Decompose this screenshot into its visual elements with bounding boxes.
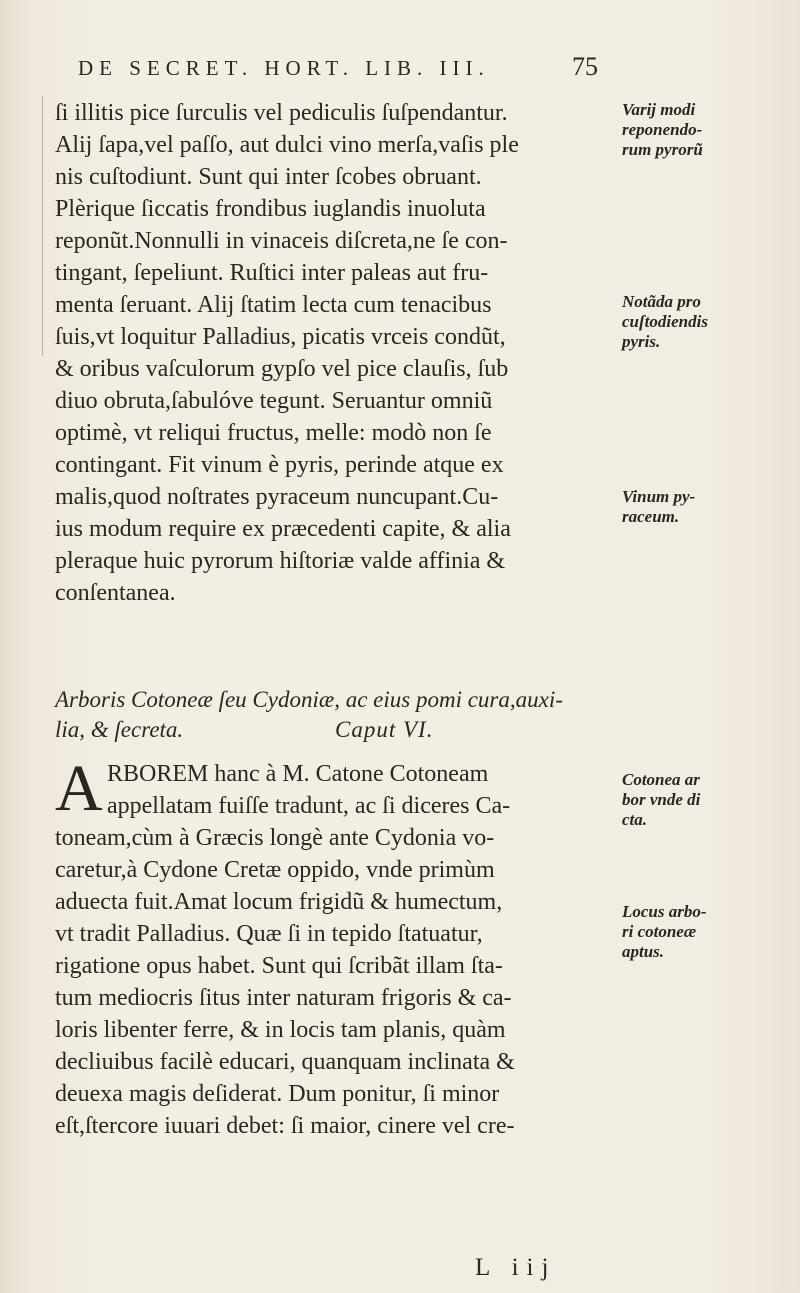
chapter-title-line-2-text: lia, & ſecreta. — [55, 717, 184, 742]
text-line: tingant, ſepeliunt. Ruſtici inter paleas aut fru- — [55, 260, 489, 286]
text-line: optimè, vt reliqui fructus, melle: modò non ſe — [55, 420, 492, 446]
text-line: Alij ſapa,vel paſſo, aut dulci vino merſa,vaſis ple — [55, 132, 519, 158]
text-line: RBOREM hanc à M. Catone Cotoneam — [107, 761, 489, 787]
margin-note-line: rum pyrorũ — [622, 140, 703, 159]
text-line: deuexa magis deſiderat. Dum ponitur, ſi minor — [55, 1081, 500, 1107]
text-line: ſuis,vt loquitur Palladius, picatis vrceis condũt, — [55, 324, 506, 350]
text-line: decliuibus facilè educari, quanquam inclinata & — [55, 1049, 515, 1075]
margin-note-1 — [622, 100, 782, 160]
margin-note-line: Varij modi — [622, 100, 696, 119]
text-line: pleraque huic pyrorum hiſtoriæ valde affinia & — [55, 548, 506, 574]
margin-note-line: raceum. — [622, 507, 680, 526]
body-text-block-1 — [55, 97, 615, 609]
text-line: nis cuſtodiunt. Sunt qui inter ſcobes obruant. — [55, 164, 482, 190]
running-title: DE SECRET. HORT. LIB. III. — [78, 56, 490, 80]
margin-note-line: cuſtodiendis — [622, 312, 708, 331]
text-line: malis,quod noſtrates pyraceum nuncupant.Cu- — [55, 484, 499, 510]
text-line: menta ſeruant. Alij ſtatim lecta cum tenacibus — [55, 292, 492, 318]
drop-cap: A — [55, 752, 103, 825]
page-number: 75 — [572, 52, 598, 81]
margin-note-2 — [622, 292, 782, 352]
chapter-title-line-2 — [55, 717, 475, 743]
margin-note-line: bor vnde di — [622, 790, 701, 809]
text-line: reponũt.Nonnulli in vinaceis diſcreta,ne ſe con- — [55, 228, 508, 254]
text-line: caretur,à Cydone Cretæ oppido, vnde primùm — [55, 857, 495, 883]
margin-note-line: Locus arbo- — [622, 902, 707, 921]
margin-note-line: Cotonea ar — [622, 770, 700, 789]
margin-note-line: aptus. — [622, 942, 665, 961]
text-line: eſt,ſtercore iuuari debet: ſi maior, cinere vel cre- — [55, 1113, 515, 1139]
running-header — [78, 52, 740, 81]
margin-note-5 — [622, 902, 782, 962]
text-line: Plèrique ſiccatis frondibus iuglandis inuoluta — [55, 196, 486, 222]
chapter-title-line-1: Arboris Cotoneæ ſeu Cydoniæ, ac eius pomi cura,auxi- — [55, 687, 563, 712]
text-line: tum mediocris ſitus inter naturam frigoris & ca- — [55, 985, 512, 1011]
margin-note-line: cta. — [622, 810, 648, 829]
margin-note-4 — [622, 770, 782, 830]
text-line: contingant. Fit vinum è pyris, perinde atque ex — [55, 452, 504, 478]
text-line: loris libenter ferre, & in locis tam planis, quàm — [55, 1017, 506, 1043]
text-line: diuo obruta,ſabulóve tegunt. Seruantur omniũ — [55, 388, 493, 414]
text-line: appellatam fuiſſe tradunt, ac ſi diceres Ca- — [107, 793, 511, 819]
margin-note-line: reponendo- — [622, 120, 703, 139]
text-line: conſentanea. — [55, 580, 176, 606]
text-line: aduecta fuit.Amat locum frigidũ & humectum, — [55, 889, 503, 915]
text-line: ſi illitis pice ſurculis vel pediculis ſuſpendantur. — [55, 100, 508, 126]
margin-note-3 — [622, 487, 782, 527]
margin-note-line: Notãda pro — [622, 292, 701, 311]
text-line: & oribus vaſculorum gypſo vel pice clauſis, ſub — [55, 356, 509, 382]
margin-note-line: Vinum py- — [622, 487, 696, 506]
margin-note-line: pyris. — [622, 332, 661, 351]
page-edge-line — [42, 96, 43, 356]
signature-mark: L iij — [475, 1254, 557, 1281]
margin-note-line: ri cotoneæ — [622, 922, 697, 941]
text-line: ius modum require ex præcedenti capite, & alia — [55, 516, 511, 542]
text-line: vt tradit Palladius. Quæ ſi in tepido ſtatuatur, — [55, 921, 483, 947]
text-line: toneam,cùm à Græcis longè ante Cydonia vo- — [55, 825, 495, 851]
text-line: rigatione opus habet. Sunt qui ſcribãt illam ſta- — [55, 953, 503, 979]
chapter-caput: Caput VI. — [335, 717, 434, 742]
body-text-block-2 — [55, 752, 615, 1142]
